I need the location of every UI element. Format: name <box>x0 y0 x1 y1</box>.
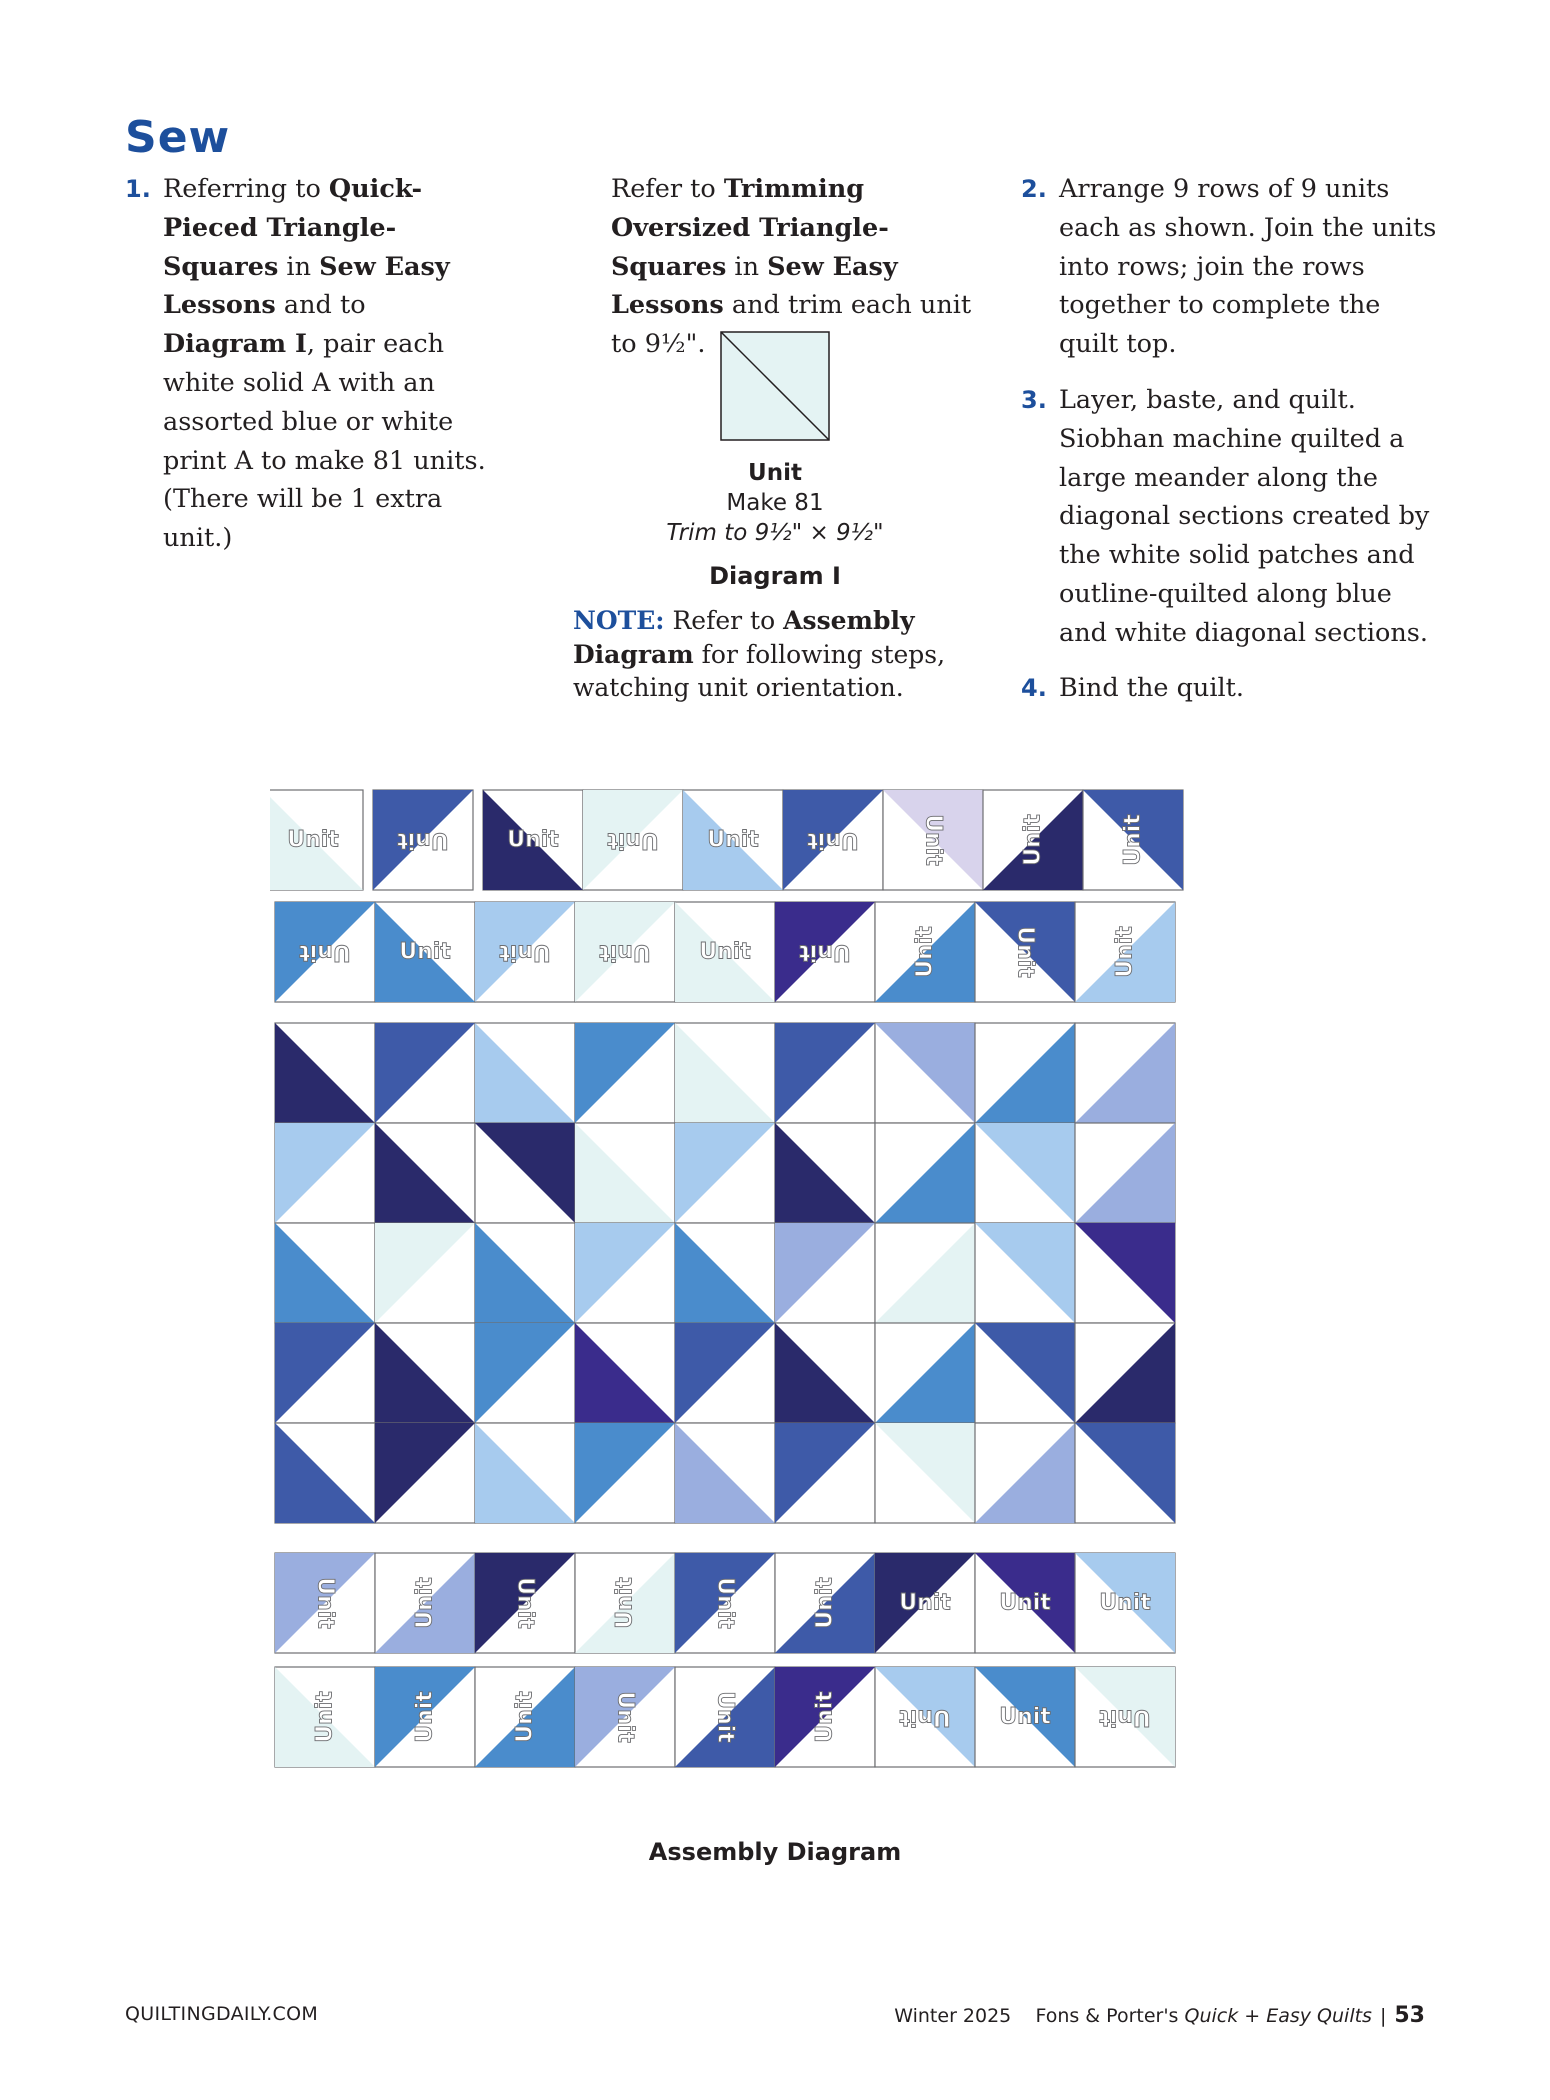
step-text: Bind the quilt. <box>1059 673 1245 703</box>
step-number: 2. <box>1021 175 1047 203</box>
note-label: NOTE: <box>573 606 665 635</box>
unit-label: Unit <box>287 827 339 853</box>
unit-label: Unit <box>499 939 551 965</box>
unit-label: Unit <box>1099 1590 1151 1616</box>
unit-label: Unit <box>512 1577 538 1629</box>
diagram-1-title: Unit <box>748 460 802 486</box>
step-text: Referring to <box>163 174 329 204</box>
unit-label: Unit <box>812 1577 838 1629</box>
step-4 <box>1021 669 1439 708</box>
unit-label: Unit <box>412 1577 438 1629</box>
unit-label: Unit <box>812 1691 838 1743</box>
step-2 <box>1021 170 1439 364</box>
footer-magazine-italic: Quick + Easy Quilts <box>1184 2005 1372 2027</box>
step-text: Refer to <box>611 174 724 204</box>
diagram-1-trim: Trim to 9½" × 9½" <box>666 520 884 546</box>
bold-reference: Diagram I <box>163 329 307 360</box>
step-1 <box>125 170 493 558</box>
footer-issue: Winter 2025 <box>894 2005 1012 2027</box>
unit-label: Unit <box>712 1577 738 1629</box>
diagram-1-caption: Diagram I <box>709 562 841 590</box>
step-number: 4. <box>1021 674 1047 702</box>
unit-label: Unit <box>1099 1704 1151 1730</box>
unit-label: Unit <box>399 939 451 965</box>
unit-label: Unit <box>807 827 859 853</box>
diagram-1-make: Make 81 <box>726 490 824 516</box>
unit-label: Unit <box>707 827 759 853</box>
footer-publication <box>894 2003 1425 2028</box>
assembly-caption: Assembly Diagram <box>648 1838 902 1866</box>
assembly-diagram <box>270 785 1280 1835</box>
unit-label: Unit <box>1112 926 1138 978</box>
unit-label: Unit <box>512 1691 538 1743</box>
bold-reference: Assembly Diagram <box>573 606 915 669</box>
step-text: and to <box>275 290 366 321</box>
unit-label: Unit <box>299 939 351 965</box>
step-3 <box>1021 381 1439 653</box>
page-number: 53 <box>1394 2003 1425 2028</box>
unit-label: Unit <box>799 939 851 965</box>
bold-reference: Trimming Oversized Triangle-Squares <box>611 174 889 282</box>
unit-label: Unit <box>607 827 659 853</box>
unit-label: Unit <box>912 926 938 978</box>
section-heading: Sew <box>125 112 231 163</box>
unit-label: Unit <box>412 1691 438 1743</box>
step-text: in <box>726 251 768 282</box>
unit-label: Unit <box>599 939 651 965</box>
unit-label: Unit <box>612 1577 638 1629</box>
unit-label: Unit <box>507 827 559 853</box>
footer-site: QUILTINGDAILY.COM <box>125 2003 319 2025</box>
unit-label: Unit <box>712 1691 738 1743</box>
unit-label: Unit <box>312 1691 338 1743</box>
unit-label: Unit <box>899 1590 951 1616</box>
step-number: 1. <box>125 175 151 203</box>
diagram-1 <box>640 330 910 590</box>
step-text: Layer, baste, and quilt. Siobhan machine quilted a large meander along the diagonal sections created by the white solid patches and outline-quilted along blue and white diagonal sections. <box>1059 385 1430 648</box>
unit-label: Unit <box>899 1704 951 1730</box>
bold-reference: Sew Easy Lessons <box>611 251 898 321</box>
unit-label: Unit <box>1020 814 1046 866</box>
footer-magazine: Fons & Porter's <box>1035 2005 1185 2027</box>
unit-label: Unit <box>699 939 751 965</box>
unit-label: Unit <box>999 1590 1051 1616</box>
unit-label: Unit <box>1012 926 1038 978</box>
step-text: , pair each white solid A with an assorted blue or white print A to make 81 units. (There will be 1 extra unit.) <box>163 329 486 554</box>
note-text: for following steps, watching unit orientation. <box>573 639 946 702</box>
footer-separator: | <box>1379 2005 1387 2027</box>
unit-label: Unit <box>397 827 449 853</box>
unit-label: Unit <box>920 814 946 866</box>
bold-reference: Sew Easy Lessons <box>163 251 450 321</box>
bold-reference: Quick-Pieced Triangle-Squares <box>163 174 423 282</box>
note-text: Refer to <box>664 606 784 635</box>
unit-label: Unit <box>1120 814 1146 866</box>
unit-label: Unit <box>312 1577 338 1629</box>
step-text: Arrange 9 rows of 9 units each as shown. Join the units into rows; join the rows together to complete the quilt top. <box>1059 174 1437 360</box>
step-number: 3. <box>1021 386 1047 414</box>
note <box>573 604 973 705</box>
unit-label: Unit <box>612 1691 638 1743</box>
step-text: in <box>278 251 320 282</box>
unit-label: Unit <box>999 1704 1051 1730</box>
unit-square-diagram <box>719 330 831 442</box>
step-text: and trim each unit to 9½". <box>611 290 972 360</box>
